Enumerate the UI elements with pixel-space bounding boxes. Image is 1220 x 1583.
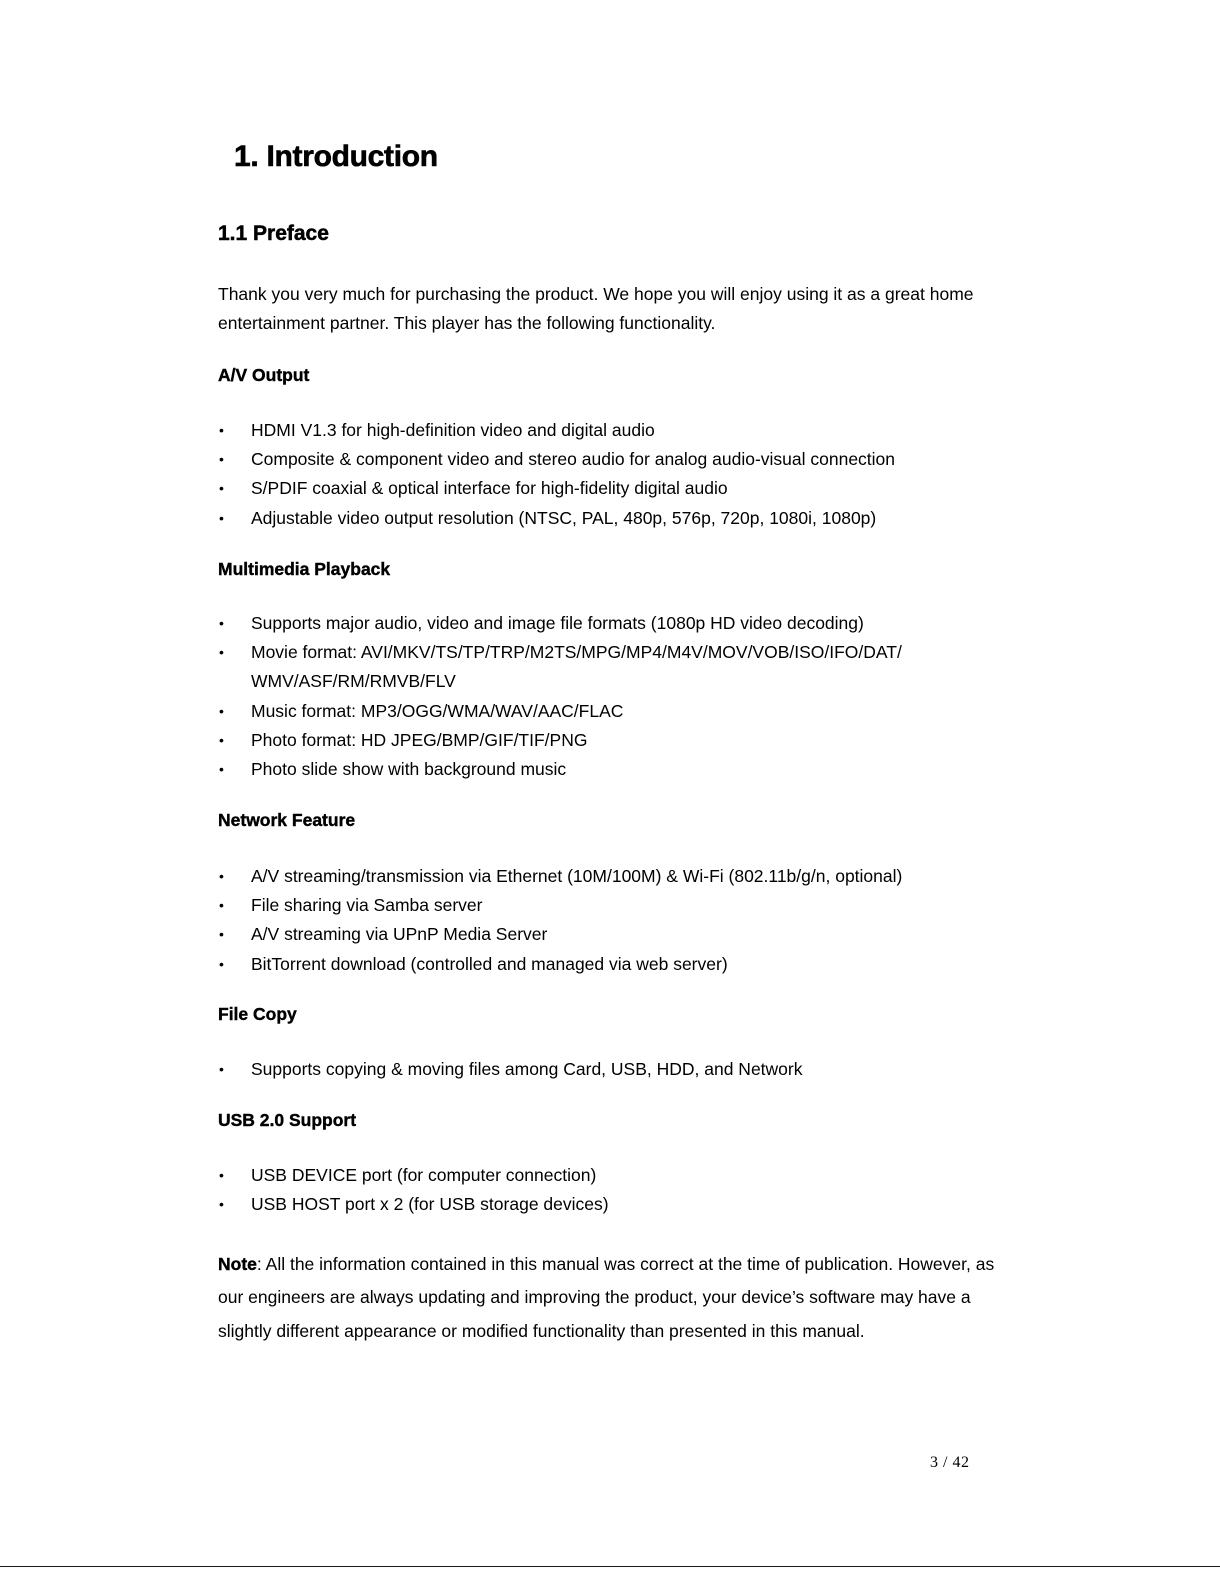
note-paragraph (218, 1248, 998, 1348)
list-item: • Photo format: HD JPEG/BMP/GIF/TIF/PNG (218, 726, 998, 755)
chapter-title: 1. Introduction (234, 140, 438, 173)
list-item: • A/V streaming via UPnP Media Server (218, 920, 998, 949)
bullet-icon: • (219, 702, 224, 719)
list-item: • Supports major audio, video and image file formats (1080p HD video decoding) (218, 609, 998, 638)
feature-heading-network-feature: Network Feature (218, 810, 356, 830)
bullet-icon: • (219, 761, 224, 778)
feature-list-multimedia-playback (218, 609, 998, 784)
list-item: • Supports copying & moving files among Card, USB, HDD, and Network (218, 1055, 998, 1084)
bullet-icon: • (219, 868, 224, 884)
note-label: Note (218, 1254, 257, 1274)
list-item: • HDMI V1.3 for high-definition video and digital audio (218, 416, 998, 445)
bullet-icon: • (219, 644, 224, 661)
feature-list-file-copy (218, 1055, 998, 1084)
bullet-icon: • (219, 731, 224, 748)
feature-list-av-output (218, 416, 998, 533)
list-item: • USB HOST port x 2 (for USB storage devices) (218, 1190, 998, 1219)
list-item: • Adjustable video output resolution (NTSC, PAL, 480p, 576p, 720p, 1080i, 1080p) (218, 504, 998, 533)
list-item: • Photo slide show with background music (218, 755, 998, 784)
preface-paragraph: Thank you very much for purchasing the product. We hope you will enjoy using it as a great home entertainment partner. This player has the following functionality. (218, 284, 974, 333)
bullet-icon: • (219, 615, 224, 631)
list-item: • Composite & component video and stereo audio for analog audio-visual connection (218, 445, 998, 474)
list-item: • S/PDIF coaxial & optical interface for high-fidelity digital audio (218, 474, 998, 503)
list-item: • USB DEVICE port (for computer connection) (218, 1161, 998, 1190)
bullet-icon: • (219, 422, 224, 438)
feature-list-usb-support (218, 1161, 998, 1219)
feature-heading-file-copy: File Copy (218, 1004, 297, 1024)
bullet-icon: • (219, 480, 224, 497)
list-item: • File sharing via Samba server (218, 891, 998, 920)
feature-heading-usb-support: USB 2.0 Support (218, 1110, 357, 1130)
feature-heading-multimedia-playback: Multimedia Playback (218, 559, 391, 579)
list-item: • BitTorrent download (controlled and managed via web server) (218, 950, 998, 979)
bullet-icon: • (219, 955, 224, 972)
feature-heading-av-output: A/V Output (218, 365, 310, 385)
section-title: 1.1 Preface (218, 222, 329, 245)
list-item: • Music format: MP3/OGG/WMA/WAV/AAC/FLAC (218, 697, 998, 726)
bullet-icon: • (219, 509, 224, 526)
bullet-icon: • (219, 451, 224, 468)
bullet-icon: • (219, 897, 224, 914)
bottom-divider (0, 1566, 1220, 1567)
bullet-icon: • (219, 926, 224, 943)
list-item: • A/V streaming/transmission via Ethernet (10M/100M) & Wi-Fi (802.11b/g/n, optional) (218, 862, 998, 891)
bullet-icon: • (219, 1196, 224, 1213)
note-text: : All the information contained in this manual was correct at the time of publication. However, as our engineers are always updating and improving the product, your device’s software may have a slightly different appearance or modified functionality than presented in this manual. (218, 1254, 995, 1341)
bullet-icon: • (219, 1061, 224, 1077)
bullet-icon: • (219, 1167, 224, 1183)
list-item: • Movie format: AVI/MKV/TS/TP/TRP/M2TS/MPG/MP4/M4V/MOV/VOB/ISO/IFO/DAT/ WMV/ASF/RM/RMVB/FLV (218, 638, 998, 696)
feature-list-network-feature (218, 862, 998, 979)
page-number: 3 / 42 (930, 1454, 970, 1471)
